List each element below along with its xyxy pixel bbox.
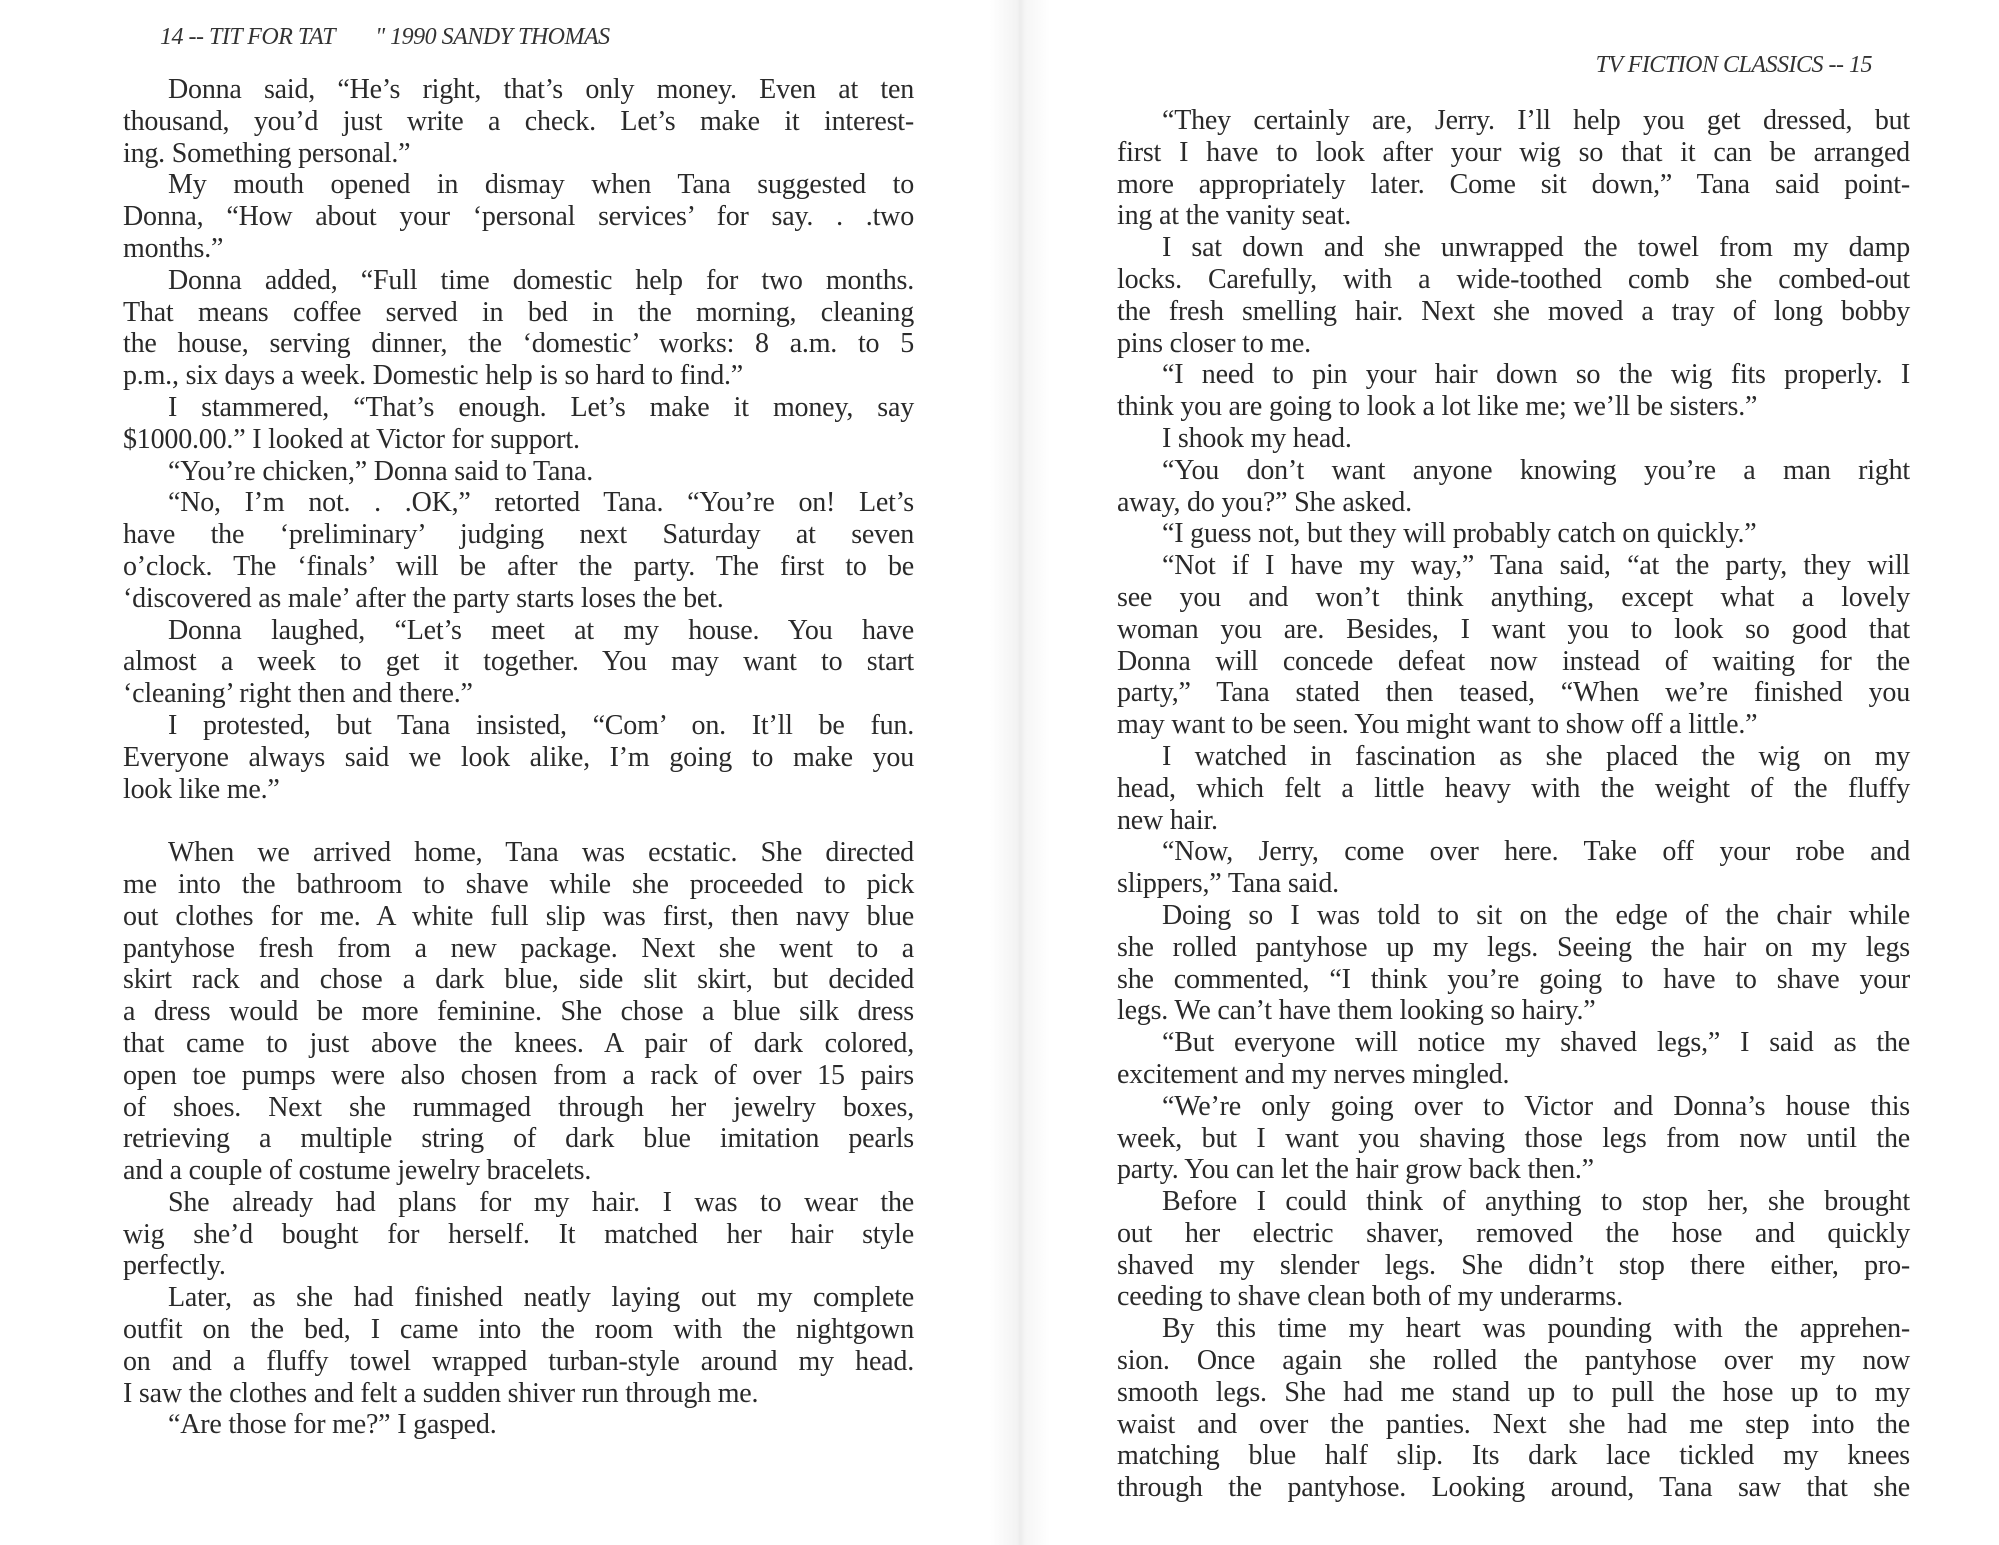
paragraph — [123, 169, 914, 264]
text-line: “Not if I have my way,” Tana said, “at the party, they will — [1162, 550, 1910, 582]
text-line: I shook my head. — [1162, 422, 1352, 454]
copyright-notice: " 1990 SANDY THOMAS — [375, 24, 610, 50]
right-page-body — [1117, 105, 1910, 1504]
text-line: Donna, “How about your ‘personal services’ for say. . .two — [123, 201, 914, 233]
text-line: party. You can let the hair grow back then.” — [1117, 1154, 1594, 1186]
text-line: out clothes for me. A white full slip was first, then navy blue — [123, 900, 914, 932]
paragraph — [123, 615, 914, 710]
text-line: week, but I want you shaving those legs from now until the — [1117, 1122, 1910, 1154]
text-line: “Now, Jerry, come over here. Take off your robe and — [1162, 836, 1910, 868]
book-spine-gutter — [990, 0, 1050, 1545]
text-line: skirt rack and chose a dark blue, side slit skirt, but decided — [123, 964, 914, 996]
paragraph — [1117, 105, 1910, 232]
text-line: I stammered, “That’s enough. Let’s make it money, say — [168, 391, 914, 423]
text-line: “You don’t want anyone knowing you’re a man right — [1162, 454, 1910, 486]
text-line: Donna laughed, “Let’s meet at my house. You have — [168, 614, 914, 646]
text-line: matching blue half slip. Its dark lace tickled my knees — [1117, 1440, 1910, 1472]
text-line: the fresh smelling hair. Next she moved a tray of long bobby — [1117, 295, 1910, 327]
text-line: I sat down and she unwrapped the towel from my damp — [1162, 232, 1910, 264]
text-line: smooth legs. She had me stand up to pull the hose up to my — [1117, 1376, 1910, 1408]
paragraph — [1117, 836, 1910, 900]
paragraph — [1117, 1091, 1910, 1186]
text-line: By this time my heart was pounding with the apprehen- — [1162, 1313, 1910, 1345]
running-title: -- TIT FOR TAT — [188, 24, 336, 50]
text-line: pantyhose fresh from a new package. Next she went to a — [123, 932, 914, 964]
text-line: ceeding to shave clean both of my underarms. — [1117, 1281, 1623, 1313]
text-line: she commented, “I think you’re going to have to shave your — [1117, 963, 1910, 995]
text-line: that came to just above the knees. A pair of dark colored, — [123, 1027, 914, 1059]
text-line: o’clock. The ‘finals’ will be after the party. The first to be — [123, 550, 914, 582]
text-line: My mouth opened in dismay when Tana suggested to — [168, 169, 914, 201]
text-line: woman you are. Besides, I want you to look so good that — [1117, 613, 1910, 645]
right-page-number: 15 — [1849, 52, 1872, 78]
paragraph — [1117, 1027, 1910, 1091]
paragraph — [1117, 518, 1910, 550]
text-line: ‘cleaning’ right then and there.” — [123, 678, 473, 710]
paragraph — [123, 456, 914, 488]
text-line: $1000.00.” I looked at Victor for support. — [123, 423, 580, 455]
text-line: I protested, but Tana insisted, “Com’ on. It’ll be fun. — [168, 709, 914, 741]
text-line: ‘discovered as male’ after the party starts loses the bet. — [123, 582, 724, 614]
text-line: waist and over the panties. Next she had me step into the — [1117, 1408, 1910, 1440]
text-line: shaved my slender legs. She didn’t stop there either, pro- — [1117, 1249, 1910, 1281]
text-line: She already had plans for my hair. I was to wear the — [168, 1186, 914, 1218]
paragraph — [1117, 359, 1910, 423]
paragraph — [123, 74, 914, 169]
text-line: Donna added, “Full time domestic help for two months. — [168, 264, 914, 296]
paragraph — [123, 837, 914, 1187]
left-page-body — [123, 74, 914, 1441]
text-line: legs. We can’t have them looking so hairy.” — [1117, 995, 1596, 1027]
text-line: retrieving a multiple string of dark blue imitation pearls — [123, 1123, 914, 1155]
text-line: and a couple of costume jewelry bracelets. — [123, 1155, 592, 1187]
left-page-number: 14 — [160, 24, 183, 50]
text-line: sion. Once again she rolled the pantyhose over my now — [1117, 1345, 1910, 1377]
text-line: almost a week to get it together. You may want to start — [123, 646, 914, 678]
text-line: pins closer to me. — [1117, 327, 1311, 359]
text-line: look like me.” — [123, 773, 280, 805]
text-line: Doing so I was told to sit on the edge of the chair while — [1162, 899, 1910, 931]
left-page-header — [160, 24, 610, 51]
text-line: away, do you?” She asked. — [1117, 486, 1412, 518]
text-line: think you are going to look a lot like me; we’ll be sisters.” — [1117, 391, 1758, 423]
text-line: of shoes. Next she rummaged through her jewelry boxes, — [123, 1091, 914, 1123]
text-line: me into the bathroom to shave while she proceeded to pick — [123, 868, 914, 900]
text-line: may want to be seen. You might want to show off a little.” — [1117, 709, 1758, 741]
text-line: Later, as she had finished neatly laying out my complete — [168, 1282, 914, 1314]
text-line: “They certainly are, Jerry. I’ll help you get dressed, but — [1162, 105, 1910, 136]
text-line: more appropriately later. Come sit down,” Tana said point- — [1117, 168, 1910, 200]
text-line: “I guess not, but they will probably catch on quickly.” — [1162, 518, 1757, 550]
text-line: p.m., six days a week. Domestic help is so hard to find.” — [123, 360, 744, 392]
text-line: locks. Carefully, with a wide-toothed comb she combed-out — [1117, 263, 1910, 295]
text-line: Before I could think of anything to stop her, she brought — [1162, 1186, 1910, 1218]
text-line: “But everyone will notice my shaved legs,” I said as the — [1162, 1027, 1910, 1059]
text-line: a dress would be more feminine. She chose a blue silk dress — [123, 996, 914, 1028]
text-line: on and a fluffy towel wrapped turban-style around my head. — [123, 1345, 914, 1377]
paragraph — [1117, 550, 1910, 741]
text-line: months.” — [123, 232, 224, 264]
running-title: TV FICTION CLASSICS -- — [1595, 52, 1844, 78]
text-line: excitement and my nerves mingled. — [1117, 1058, 1510, 1090]
paragraph — [123, 1187, 914, 1282]
text-line: That means coffee served in bed in the morning, cleaning — [123, 296, 914, 328]
paragraph — [123, 265, 914, 392]
text-line: head, which felt a little heavy with the weight of the fluffy — [1117, 772, 1910, 804]
paragraph — [1117, 741, 1910, 836]
text-line: Donna said, “He’s right, that’s only money. Even at ten — [168, 74, 914, 105]
text-line: I watched in fascination as she placed the wig on my — [1162, 740, 1910, 772]
text-line: have the ‘preliminary’ judging next Saturday at seven — [123, 519, 914, 551]
paragraph — [123, 710, 914, 805]
paragraph — [1117, 1186, 1910, 1313]
text-line: “I need to pin your hair down so the wig fits properly. I — [1162, 359, 1910, 391]
text-line: wig she’d bought for herself. It matched her hair style — [123, 1218, 914, 1250]
paragraph — [1117, 423, 1910, 455]
text-line: new hair. — [1117, 804, 1218, 836]
text-line: party,” Tana stated then teased, “When we’re finished you — [1117, 677, 1910, 709]
text-line: she rolled pantyhose up my legs. Seeing the hair on my legs — [1117, 931, 1910, 963]
paragraph — [1117, 232, 1910, 359]
text-line: Donna will concede defeat now instead of waiting for the — [1117, 645, 1910, 677]
text-line: “Are those for me?” I gasped. — [168, 1409, 497, 1441]
right-page-header — [1596, 52, 1872, 79]
paragraph — [1117, 900, 1910, 1027]
text-line: through the pantyhose. Looking around, Tana saw that she — [1117, 1472, 1910, 1504]
paragraph — [123, 1282, 914, 1409]
text-line: see you and won’t think anything, except what a lovely — [1117, 581, 1910, 613]
text-line: I saw the clothes and felt a sudden shiver run through me. — [123, 1377, 759, 1409]
text-line: slippers,” Tana said. — [1117, 868, 1339, 900]
text-line: Everyone always said we look alike, I’m going to make you — [123, 741, 914, 773]
text-line: ing at the vanity seat. — [1117, 200, 1352, 232]
paragraph — [1117, 455, 1910, 519]
text-line: perfectly. — [123, 1250, 226, 1282]
paragraph — [123, 1409, 914, 1441]
text-line: out her electric shaver, removed the hose and quickly — [1117, 1217, 1910, 1249]
text-line: open toe pumps were also chosen from a rack of over 15 pairs — [123, 1059, 914, 1091]
text-line: thousand, you’d just write a check. Let’s make it interest- — [123, 105, 914, 137]
text-line: first I have to look after your wig so that it can be arranged — [1117, 136, 1910, 168]
text-line: ing. Something personal.” — [123, 137, 411, 169]
paragraph — [1117, 1313, 1910, 1504]
text-line: the house, serving dinner, the ‘domestic’ works: 8 a.m. to 5 — [123, 328, 914, 360]
paragraph — [123, 487, 914, 614]
paragraph — [123, 392, 914, 456]
text-line: outfit on the bed, I came into the room with the nightgown — [123, 1314, 914, 1346]
text-line: When we arrived home, Tana was ecstatic. She directed — [168, 837, 914, 869]
text-line: “No, I’m not. . .OK,” retorted Tana. “You’re on! Let’s — [168, 487, 914, 519]
text-line: “We’re only going over to Victor and Donna’s house this — [1162, 1090, 1910, 1122]
section-break — [123, 805, 914, 837]
text-line: “You’re chicken,” Donna said to Tana. — [168, 455, 594, 487]
